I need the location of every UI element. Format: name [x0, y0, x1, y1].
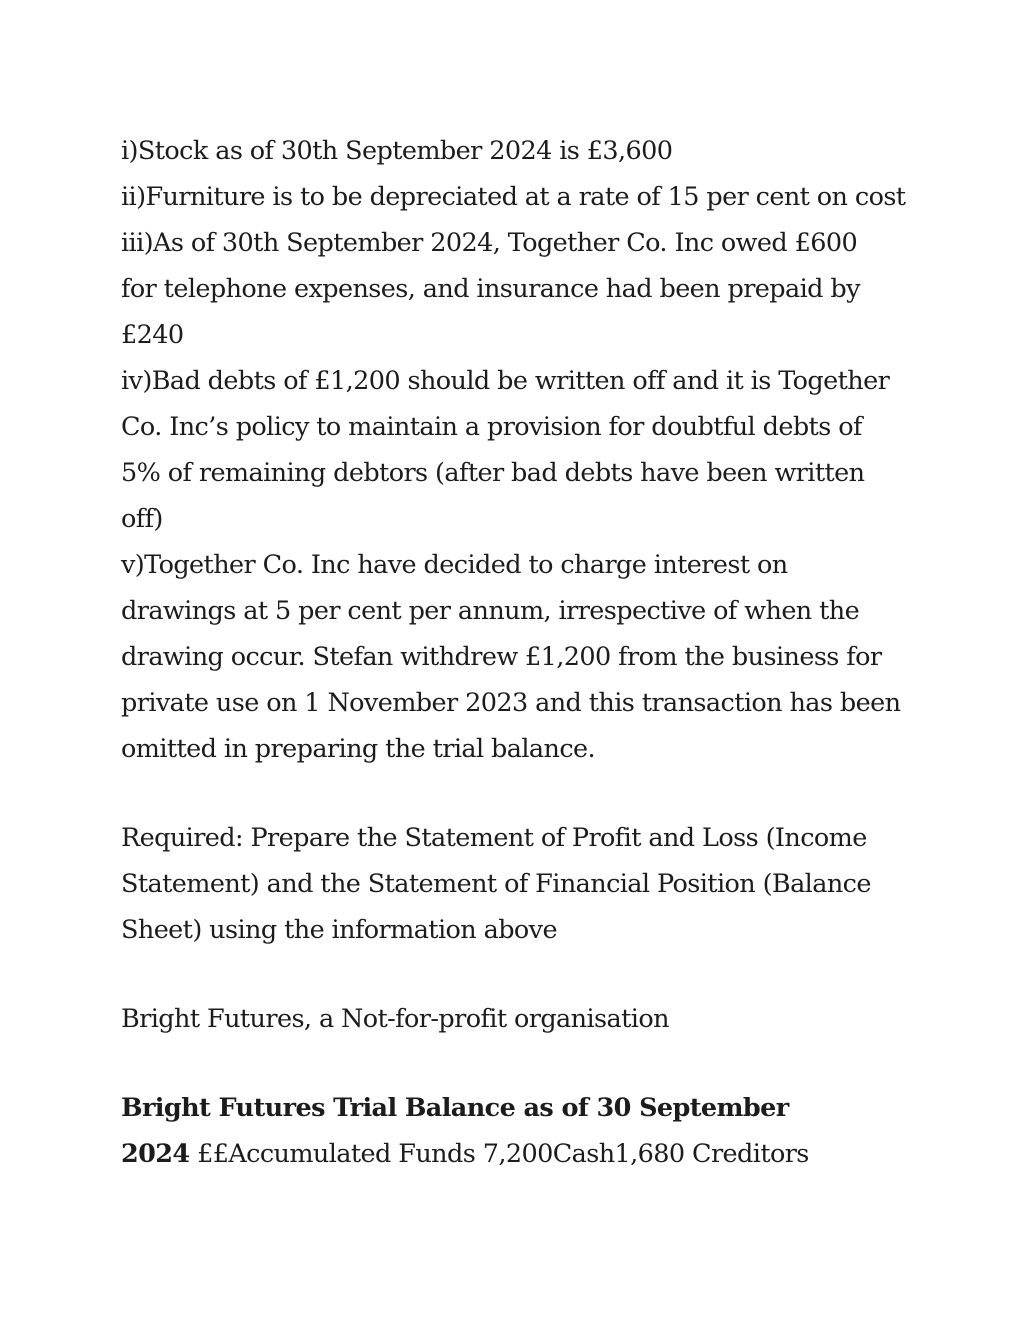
- trial-balance-line: [121, 1131, 911, 1177]
- paragraph-spacer: [121, 1042, 911, 1085]
- condition-iii: [121, 220, 911, 358]
- condition-line: v)Together Co. Inc have decided to charge interest on: [121, 550, 788, 580]
- condition-line: £240: [121, 320, 184, 350]
- required-paragraph: [121, 815, 911, 953]
- condition-line: omitted in preparing the trial balance.: [121, 734, 596, 764]
- condition-line: iv)Bad debts of £1,200 should be written off and it is Together: [121, 366, 890, 396]
- paragraph-spacer: [121, 772, 911, 815]
- trial-balance-heading: Bright Futures Trial Balance as of 30 September: [121, 1093, 789, 1123]
- condition-i: [121, 128, 911, 174]
- trial-balance-section: [121, 1085, 911, 1177]
- required-line: Sheet) using the information above: [121, 915, 557, 945]
- condition-ii: [121, 174, 911, 220]
- required-line: Statement) and the Statement of Financial Position (Balance: [121, 869, 871, 899]
- condition-line: drawings at 5 per cent per annum, irrespective of when the: [121, 596, 860, 626]
- condition-iv: [121, 358, 911, 542]
- condition-line: iii)As of 30th September 2024, Together Co. Inc owed £600: [121, 228, 858, 258]
- required-line: Required: Prepare the Statement of Profit and Loss (Income: [121, 823, 867, 853]
- trial-balance-heading-year: 2024: [121, 1139, 190, 1169]
- condition-line: off): [121, 504, 163, 534]
- trial-balance-entries: ££Accumulated Funds 7,200Cash1,680 Creditors: [189, 1139, 809, 1169]
- condition-line: for telephone expenses, and insurance had been prepaid by: [121, 274, 860, 304]
- document-body: [121, 128, 911, 1177]
- condition-line: 5% of remaining debtors (after bad debts have been written: [121, 458, 865, 488]
- organisation-text: Bright Futures, a Not-for-profit organisation: [121, 1004, 669, 1034]
- condition-line: i)Stock as of 30th September 2024 is £3,600: [121, 136, 673, 166]
- condition-line: private use on 1 November 2023 and this transaction has been: [121, 688, 901, 718]
- condition-line: drawing occur. Stefan withdrew £1,200 from the business for: [121, 642, 882, 672]
- organisation-line: [121, 996, 911, 1042]
- condition-line: ii)Furniture is to be depreciated at a rate of 15 per cent on cost: [121, 182, 906, 212]
- condition-line: Co. Inc’s policy to maintain a provision for doubtful debts of: [121, 412, 862, 442]
- condition-v: [121, 542, 911, 772]
- paragraph-spacer: [121, 953, 911, 996]
